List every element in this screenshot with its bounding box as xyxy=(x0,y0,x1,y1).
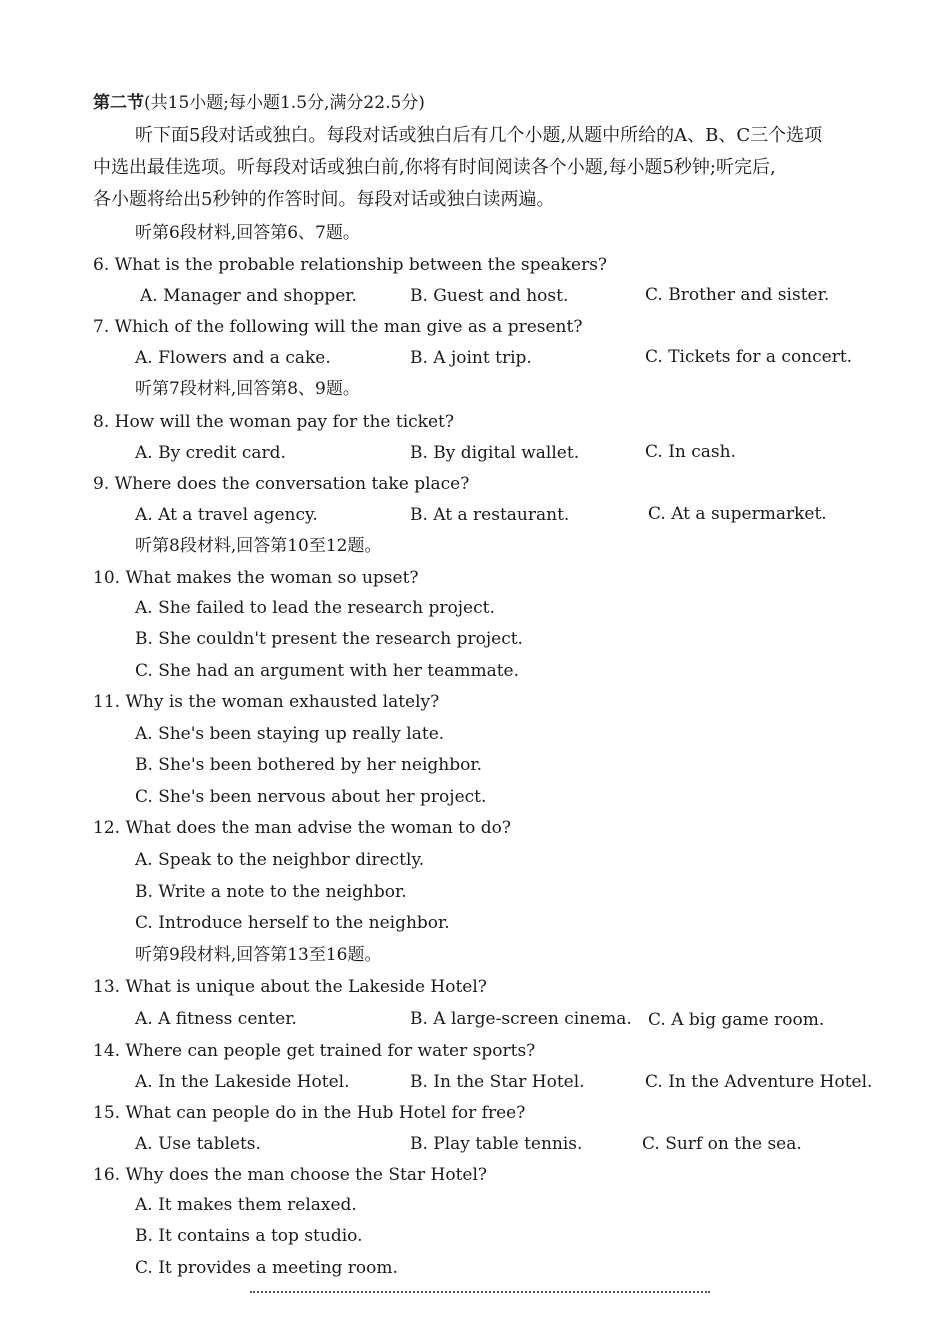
option-a: A. By credit card. xyxy=(135,443,286,463)
option-c: C. At a supermarket. xyxy=(648,504,827,524)
option-b: B. In the Star Hotel. xyxy=(410,1072,585,1092)
option-b: B. She couldn't present the research project. xyxy=(135,629,523,649)
passage-heading: 听第9段材料,回答第13至16题。 xyxy=(135,945,382,965)
option-a: A. Use tablets. xyxy=(135,1134,261,1154)
option-b: B. A joint trip. xyxy=(410,348,532,368)
option-c: C. She had an argument with her teammate. xyxy=(135,661,519,681)
option-b: B. It contains a top studio. xyxy=(135,1226,363,1246)
question-stem: 10. What makes the woman so upset? xyxy=(93,568,419,588)
option-a: A. She failed to lead the research project. xyxy=(135,598,495,618)
section-title: 第二节 xyxy=(93,93,144,113)
option-a: A. A fitness center. xyxy=(135,1009,297,1029)
option-c: C. It provides a meeting room. xyxy=(135,1258,398,1278)
question-stem: 11. Why is the woman exhausted lately? xyxy=(93,692,440,712)
option-a: A. She's been staying up really late. xyxy=(135,724,445,744)
option-b: B. At a restaurant. xyxy=(410,505,570,525)
option-a: A. Manager and shopper. xyxy=(140,286,357,306)
option-b: B. Write a note to the neighbor. xyxy=(135,882,407,902)
cut-off-footer-line xyxy=(250,1288,710,1294)
option-b: B. She's been bothered by her neighbor. xyxy=(135,755,483,775)
intro-line-2: 中选出最佳选项。听每段对话或独白前,你将有时间阅读各个小题,每小题5秒钟;听完后, xyxy=(93,157,776,178)
option-a: A. In the Lakeside Hotel. xyxy=(135,1072,350,1092)
option-a: A. At a travel agency. xyxy=(135,505,318,525)
option-b: B. By digital wallet. xyxy=(410,443,580,463)
passage-heading: 听第7段材料,回答第8、9题。 xyxy=(135,379,360,399)
passage-heading: 听第6段材料,回答第6、7题。 xyxy=(135,223,360,243)
question-stem: 12. What does the man advise the woman to do? xyxy=(93,818,511,838)
option-a: A. Flowers and a cake. xyxy=(135,348,331,368)
option-b: B. A large-screen cinema. xyxy=(410,1009,632,1029)
option-b: B. Guest and host. xyxy=(410,286,569,306)
option-c: C. Introduce herself to the neighbor. xyxy=(135,913,450,933)
question-stem: 14. Where can people get trained for water sports? xyxy=(93,1041,536,1061)
section-subtitle: (共15小题;每小题1.5分,满分22.5分) xyxy=(144,93,425,113)
passage-heading: 听第8段材料,回答第10至12题。 xyxy=(135,536,382,556)
option-a: A. It makes them relaxed. xyxy=(135,1195,357,1215)
option-c: C. Brother and sister. xyxy=(645,285,830,305)
question-stem: 16. Why does the man choose the Star Hotel? xyxy=(93,1165,488,1185)
question-stem: 9. Where does the conversation take place? xyxy=(93,474,470,494)
option-c: C. Tickets for a concert. xyxy=(645,347,853,367)
option-c: C. A big game room. xyxy=(648,1010,825,1030)
question-stem: 7. Which of the following will the man give as a present? xyxy=(93,317,583,337)
option-c: C. She's been nervous about her project. xyxy=(135,787,487,807)
question-stem: 15. What can people do in the Hub Hotel for free? xyxy=(93,1103,526,1123)
option-b: B. Play table tennis. xyxy=(410,1134,583,1154)
question-stem: 6. What is the probable relationship between the speakers? xyxy=(93,255,608,275)
question-stem: 8. How will the woman pay for the ticket? xyxy=(93,412,454,432)
option-c: C. Surf on the sea. xyxy=(642,1134,802,1154)
intro-line-3: 各小题将给出5秒钟的作答时间。每段对话或独白读两遍。 xyxy=(93,189,555,210)
option-c: C. In the Adventure Hotel. xyxy=(645,1072,873,1092)
option-a: A. Speak to the neighbor directly. xyxy=(135,850,425,870)
question-stem: 13. What is unique about the Lakeside Hotel? xyxy=(93,977,487,997)
section-heading xyxy=(93,92,425,114)
option-c: C. In cash. xyxy=(645,442,737,462)
intro-line-1: 听下面5段对话或独白。每段对话或独白后有几个小题,从题中所给的A、B、C三个选项 xyxy=(135,125,823,146)
